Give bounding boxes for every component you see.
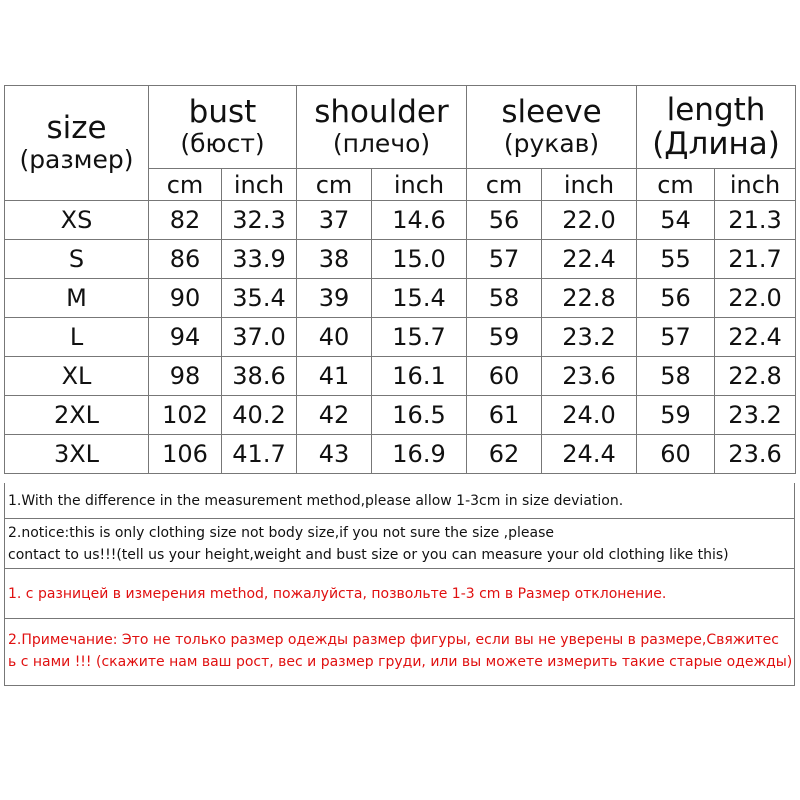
shoulder-inch-cell: 16.5 bbox=[372, 396, 467, 435]
sleeve-cm-cell: 60 bbox=[467, 357, 542, 396]
length-cm-cell: 54 bbox=[637, 201, 715, 240]
sleeve-cm-cell: 58 bbox=[467, 279, 542, 318]
unit-inch-header: inch bbox=[715, 169, 796, 201]
shoulder-inch-cell: 16.9 bbox=[372, 435, 467, 474]
bust-cm-cell: 102 bbox=[149, 396, 222, 435]
shoulder-cm-cell: 43 bbox=[297, 435, 372, 474]
size-label-cell: S bbox=[5, 240, 149, 279]
bust-cm-cell: 94 bbox=[149, 318, 222, 357]
length-inch-cell: 22.0 bbox=[715, 279, 796, 318]
size-label-cell: 2XL bbox=[5, 396, 149, 435]
shoulder-cm-cell: 42 bbox=[297, 396, 372, 435]
shoulder-inch-cell: 15.4 bbox=[372, 279, 467, 318]
shoulder-inch-cell: 14.6 bbox=[372, 201, 467, 240]
length-inch-cell: 21.7 bbox=[715, 240, 796, 279]
sleeve-inch-cell: 24.4 bbox=[542, 435, 637, 474]
length-header-cell bbox=[637, 86, 796, 169]
note-en-2-line-1: 2.notice:this is only clothing size not body size,if you not sure the size ,please bbox=[8, 525, 554, 541]
note-ru-2-line-2: ь с нами !!! (скажите нам ваш рост, вес и размер груди, или вы можете измерить такие старые одежды) bbox=[8, 654, 793, 670]
length-header-label: length bbox=[666, 92, 766, 128]
length-inch-cell: 22.4 bbox=[715, 318, 796, 357]
note-en-2-line-2: contact to us!!!(tell us your height,weight and bust size or you can measure your old clothing like this) bbox=[8, 547, 729, 563]
size-label-cell: L bbox=[5, 318, 149, 357]
bust-cm-cell: 106 bbox=[149, 435, 222, 474]
unit-cm-header: cm bbox=[149, 169, 222, 201]
note-en-1: 1.With the difference in the measurement method,please allow 1-3cm in size deviation. bbox=[4, 483, 795, 519]
sleeve-cm-cell: 62 bbox=[467, 435, 542, 474]
sleeve-header-cell bbox=[467, 86, 637, 169]
sleeve-inch-cell: 22.4 bbox=[542, 240, 637, 279]
table-row bbox=[5, 279, 796, 318]
shoulder-header-cell bbox=[297, 86, 467, 169]
bust-cm-cell: 90 bbox=[149, 279, 222, 318]
size-label-cell: 3XL bbox=[5, 435, 149, 474]
shoulder-inch-cell: 15.0 bbox=[372, 240, 467, 279]
sleeve-inch-cell: 23.2 bbox=[542, 318, 637, 357]
shoulder-cm-cell: 41 bbox=[297, 357, 372, 396]
shoulder-cm-cell: 38 bbox=[297, 240, 372, 279]
length-inch-cell: 23.6 bbox=[715, 435, 796, 474]
sleeve-inch-cell: 23.6 bbox=[542, 357, 637, 396]
sleeve-cm-cell: 56 bbox=[467, 201, 542, 240]
shoulder-inch-cell: 16.1 bbox=[372, 357, 467, 396]
sleeve-cm-cell: 59 bbox=[467, 318, 542, 357]
sleeve-header-label: sleeve bbox=[501, 94, 602, 130]
shoulder-cm-cell: 37 bbox=[297, 201, 372, 240]
bust-header-label: bust bbox=[188, 94, 257, 130]
bust-cm-cell: 82 bbox=[149, 201, 222, 240]
length-cm-cell: 59 bbox=[637, 396, 715, 435]
size-header-label: size bbox=[46, 110, 107, 146]
shoulder-cm-cell: 39 bbox=[297, 279, 372, 318]
bust-inch-cell: 37.0 bbox=[222, 318, 297, 357]
bust-header-cell bbox=[149, 86, 297, 169]
length-inch-cell: 21.3 bbox=[715, 201, 796, 240]
bust-inch-cell: 41.7 bbox=[222, 435, 297, 474]
bust-inch-cell: 33.9 bbox=[222, 240, 297, 279]
bust-header-sublabel: (бюст) bbox=[180, 129, 265, 158]
shoulder-header-sublabel: (плечо) bbox=[332, 129, 431, 158]
unit-cm-header: cm bbox=[467, 169, 542, 201]
length-cm-cell: 56 bbox=[637, 279, 715, 318]
size-label-cell: XS bbox=[5, 201, 149, 240]
sleeve-cm-cell: 61 bbox=[467, 396, 542, 435]
bust-cm-cell: 98 bbox=[149, 357, 222, 396]
bust-cm-cell: 86 bbox=[149, 240, 222, 279]
shoulder-header-label: shoulder bbox=[314, 94, 449, 130]
table-row bbox=[5, 318, 796, 357]
sleeve-cm-cell: 57 bbox=[467, 240, 542, 279]
sleeve-inch-cell: 24.0 bbox=[542, 396, 637, 435]
bust-inch-cell: 32.3 bbox=[222, 201, 297, 240]
length-cm-cell: 58 bbox=[637, 357, 715, 396]
length-inch-cell: 23.2 bbox=[715, 396, 796, 435]
table-row bbox=[5, 357, 796, 396]
bust-inch-cell: 38.6 bbox=[222, 357, 297, 396]
sleeve-header-sublabel: (рукав) bbox=[503, 129, 600, 158]
length-cm-cell: 57 bbox=[637, 318, 715, 357]
table-row bbox=[5, 396, 796, 435]
sleeve-inch-cell: 22.0 bbox=[542, 201, 637, 240]
shoulder-inch-cell: 15.7 bbox=[372, 318, 467, 357]
length-header-sublabel: (Длина) bbox=[652, 126, 780, 162]
size-label-cell: M bbox=[5, 279, 149, 318]
unit-cm-header: cm bbox=[297, 169, 372, 201]
size-label-cell: XL bbox=[5, 357, 149, 396]
length-cm-cell: 60 bbox=[637, 435, 715, 474]
table-row bbox=[5, 435, 796, 474]
table-row bbox=[5, 240, 796, 279]
unit-cm-header: cm bbox=[637, 169, 715, 201]
table-row bbox=[5, 201, 796, 240]
note-en-2 bbox=[4, 519, 795, 569]
bust-inch-cell: 40.2 bbox=[222, 396, 297, 435]
size-chart-table bbox=[4, 85, 796, 474]
bust-inch-cell: 35.4 bbox=[222, 279, 297, 318]
unit-inch-header: inch bbox=[372, 169, 467, 201]
length-cm-cell: 55 bbox=[637, 240, 715, 279]
shoulder-cm-cell: 40 bbox=[297, 318, 372, 357]
unit-inch-header: inch bbox=[542, 169, 637, 201]
note-ru-2-line-1: 2.Примечание: Это не только размер одежды размер фигуры, если вы не уверены в размере,Свяжитес bbox=[8, 632, 779, 648]
note-ru-2 bbox=[4, 619, 795, 686]
size-header-cell bbox=[5, 86, 149, 201]
length-inch-cell: 22.8 bbox=[715, 357, 796, 396]
unit-inch-header: inch bbox=[222, 169, 297, 201]
sleeve-inch-cell: 22.8 bbox=[542, 279, 637, 318]
size-header-sublabel: (размер) bbox=[19, 145, 134, 174]
note-ru-1: 1. с разницей в измерения method, пожалуйста, позвольте 1-3 cm в Размер отклонение. bbox=[4, 569, 795, 619]
